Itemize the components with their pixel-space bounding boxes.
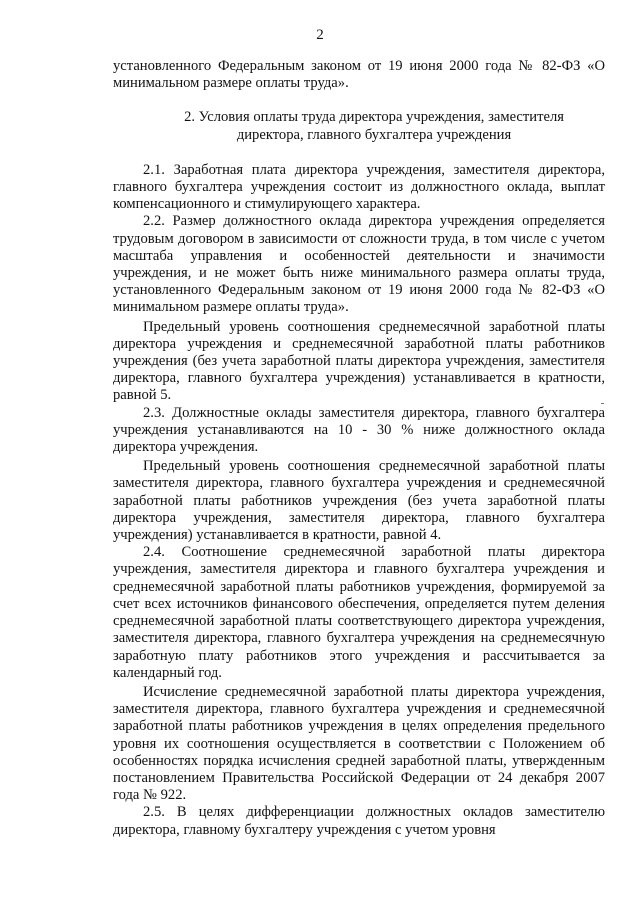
page-number: 2 — [316, 27, 324, 43]
section-heading — [113, 109, 605, 143]
section-heading-line-1: 2. Условия оплаты труда директора учреждения, заместителя — [184, 109, 564, 126]
paragraph-2-4: 2.4. Соотношение среднемесячной заработной платы директора учреждения, заместителя директора и главного бухгалтера учреждения и среднемесячной заработной платы работников учреждения, формируемой за счет всех источников финансового обеспечения, определяется путем деления среднемесячной заработной платы соответствующего директора учреждения, заместителя директора, главного бухгалтера учреждения на среднемесячную заработную плату работников этого учреждения и рассчитывается за календарный год. — [113, 544, 605, 681]
paragraph-2-2: 2.2. Размер должностного оклада директора учреждения определяется трудовым договором в зависимости от сложности труда, в том числе с учетом масштаба управления и особенностей деятельности и значимости учреждения, и не может быть ниже минимального размера оплаты труда, установленного Федеральным законом от 19 июня 2000 года № 82-ФЗ «О минимальном размере оплаты труда». — [113, 213, 605, 316]
paragraph-calculation: Исчисление среднемесячной заработной платы директора учреждения, заместителя директора, главного бухгалтера учреждения и среднемесячной заработной платы работников учреждения в целях определения предельного уровня их соотношения осуществляется в соответствии с Положением об особенностях порядка исчисления средней заработной платы, утвержденным постановлением Правительства Российской Федерации от 24 декабря 2007 года № 922. — [113, 683, 605, 804]
scan-mark — [601, 403, 604, 404]
document-body — [113, 58, 605, 839]
paragraph-ratio-deputy: Предельный уровень соотношения среднемесячной заработной платы заместителя директора, главного бухгалтера учреждения и среднемесячной заработной платы работников учреждения (без учета заработной платы директора учреждения, заместителя директора, главного бухгалтера учреждения) устанавливается в кратности, равной 4. — [113, 458, 605, 544]
intro-continuation: установленного Федеральным законом от 19 июня 2000 года № 82-ФЗ «О минимальном размере оплаты труда». — [113, 58, 605, 92]
paragraph-2-1: 2.1. Заработная плата директора учреждения, заместителя директора, главного бухгалтера учреждения состоит из должностного оклада, выплат компенсационного и стимулирующего характера. — [113, 161, 605, 213]
paragraph-2-3: 2.3. Должностные оклады заместителя директора, главного бухгалтера учреждения устанавливаются на 10 - 30 % ниже должностного оклада директора учреждения. — [113, 404, 605, 456]
paragraph-ratio-director: Предельный уровень соотношения среднемесячной заработной платы директора учреждения и среднемесячной заработной платы работников учреждения (без учета заработной платы директора учреждения, заместителя директора, главного бухгалтера учреждения) устанавливается в кратности, равной 5. — [113, 318, 605, 404]
section-heading-line-2: директора, главного бухгалтера учреждения — [236, 126, 512, 143]
paragraph-2-5: 2.5. В целях дифференциации должностных окладов заместителю директора, главному бухгалтеру учреждения с учетом уровня — [113, 804, 605, 838]
